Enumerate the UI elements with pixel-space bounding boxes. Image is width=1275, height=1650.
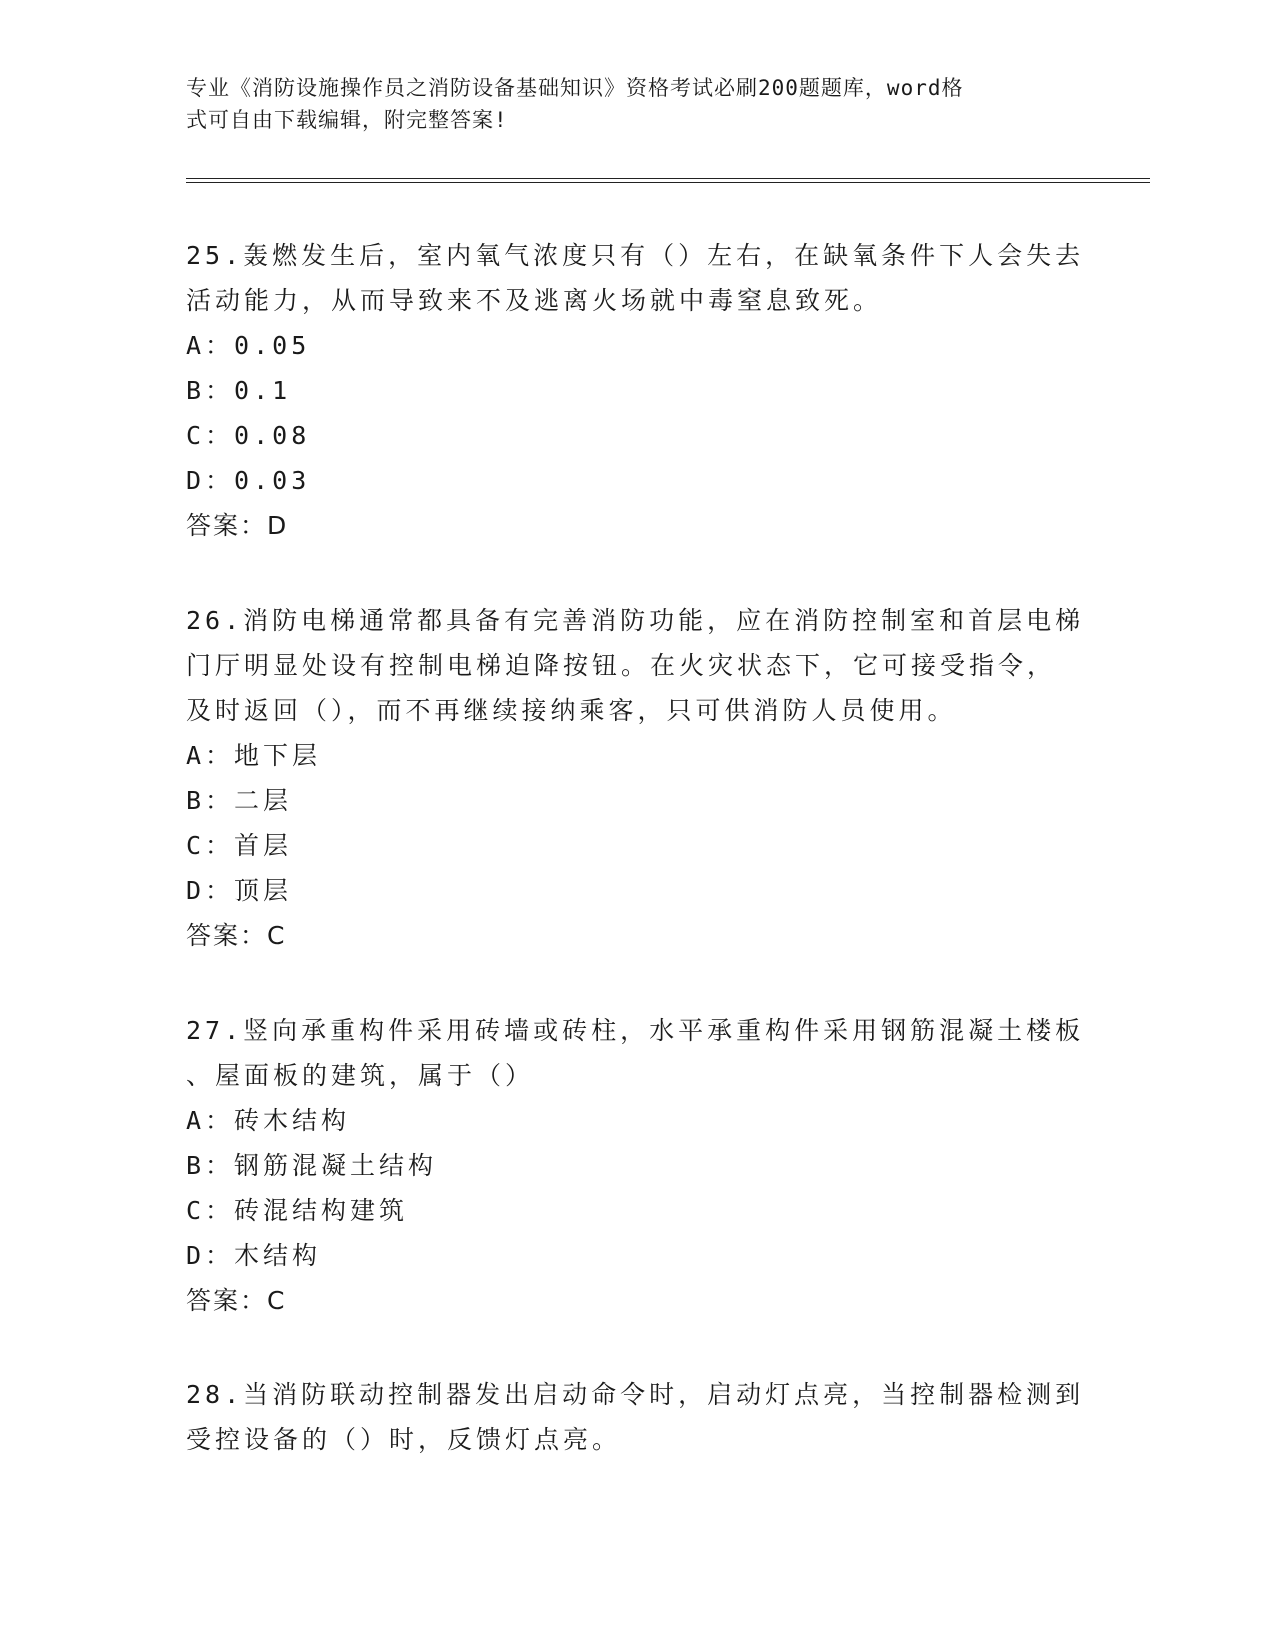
option-d: D：顶层 [186,876,293,905]
stem-line: 、屋面板的建筑，属于（） [186,1061,535,1090]
stem-line: 26.消防电梯通常都具备有完善消防功能，应在消防控制室和首层电梯 [186,606,1085,635]
stem-line: 28.当消防联动控制器发出启动命令时，启动灯点亮，当控制器检测到 [186,1380,1085,1409]
document-header [186,72,1066,136]
answer: 答案：C [186,921,287,950]
stem-line: 活动能力，从而导致来不及逃离火场就中毒窒息致死。 [186,286,883,315]
header-divider-top [186,178,1150,179]
stem-line: 27.竖向承重构件采用砖墙或砖柱，水平承重构件采用钢筋混凝土楼板 [186,1016,1085,1045]
stem-line: 25.轰燃发生后，室内氧气浓度只有（）左右，在缺氧条件下人会失去 [186,241,1085,270]
question-28 [186,1372,1086,1462]
stem-line: 及时返回（），而不再继续接纳乘客，只可供消防人员使用。 [186,696,957,725]
header-line-1: 专业《消防设施操作员之消防设备基础知识》资格考试必刷200题题库，word格 [186,76,964,100]
answer: 答案：C [186,1286,287,1315]
option-c: C：首层 [186,831,293,860]
option-b: B：0.1 [186,376,292,405]
option-a: A：地下层 [186,741,322,770]
header-line-2: 式可自由下载编辑，附完整答案! [186,108,508,132]
header-divider-bottom [186,182,1150,183]
stem-line: 门厅明显处设有控制电梯迫降按钮。在火灾状态下，它可接受指令， [186,651,1057,680]
option-c: C：0.08 [186,421,311,450]
option-a: A：0.05 [186,331,311,360]
question-25 [186,233,1086,548]
stem-line: 受控设备的（）时，反馈灯点亮。 [186,1425,622,1454]
option-d: D：木结构 [186,1241,322,1270]
question-stem [186,233,1086,323]
question-stem [186,1372,1086,1462]
option-b: B：钢筋混凝土结构 [186,1151,438,1180]
question-27 [186,1008,1086,1323]
answer: 答案：D [186,511,289,540]
question-stem [186,598,1086,733]
option-b: B：二层 [186,786,293,815]
option-c: C：砖混结构建筑 [186,1196,409,1225]
option-a: A：砖木结构 [186,1106,351,1135]
question-stem [186,1008,1086,1098]
option-d: D：0.03 [186,466,311,495]
question-26 [186,598,1086,958]
